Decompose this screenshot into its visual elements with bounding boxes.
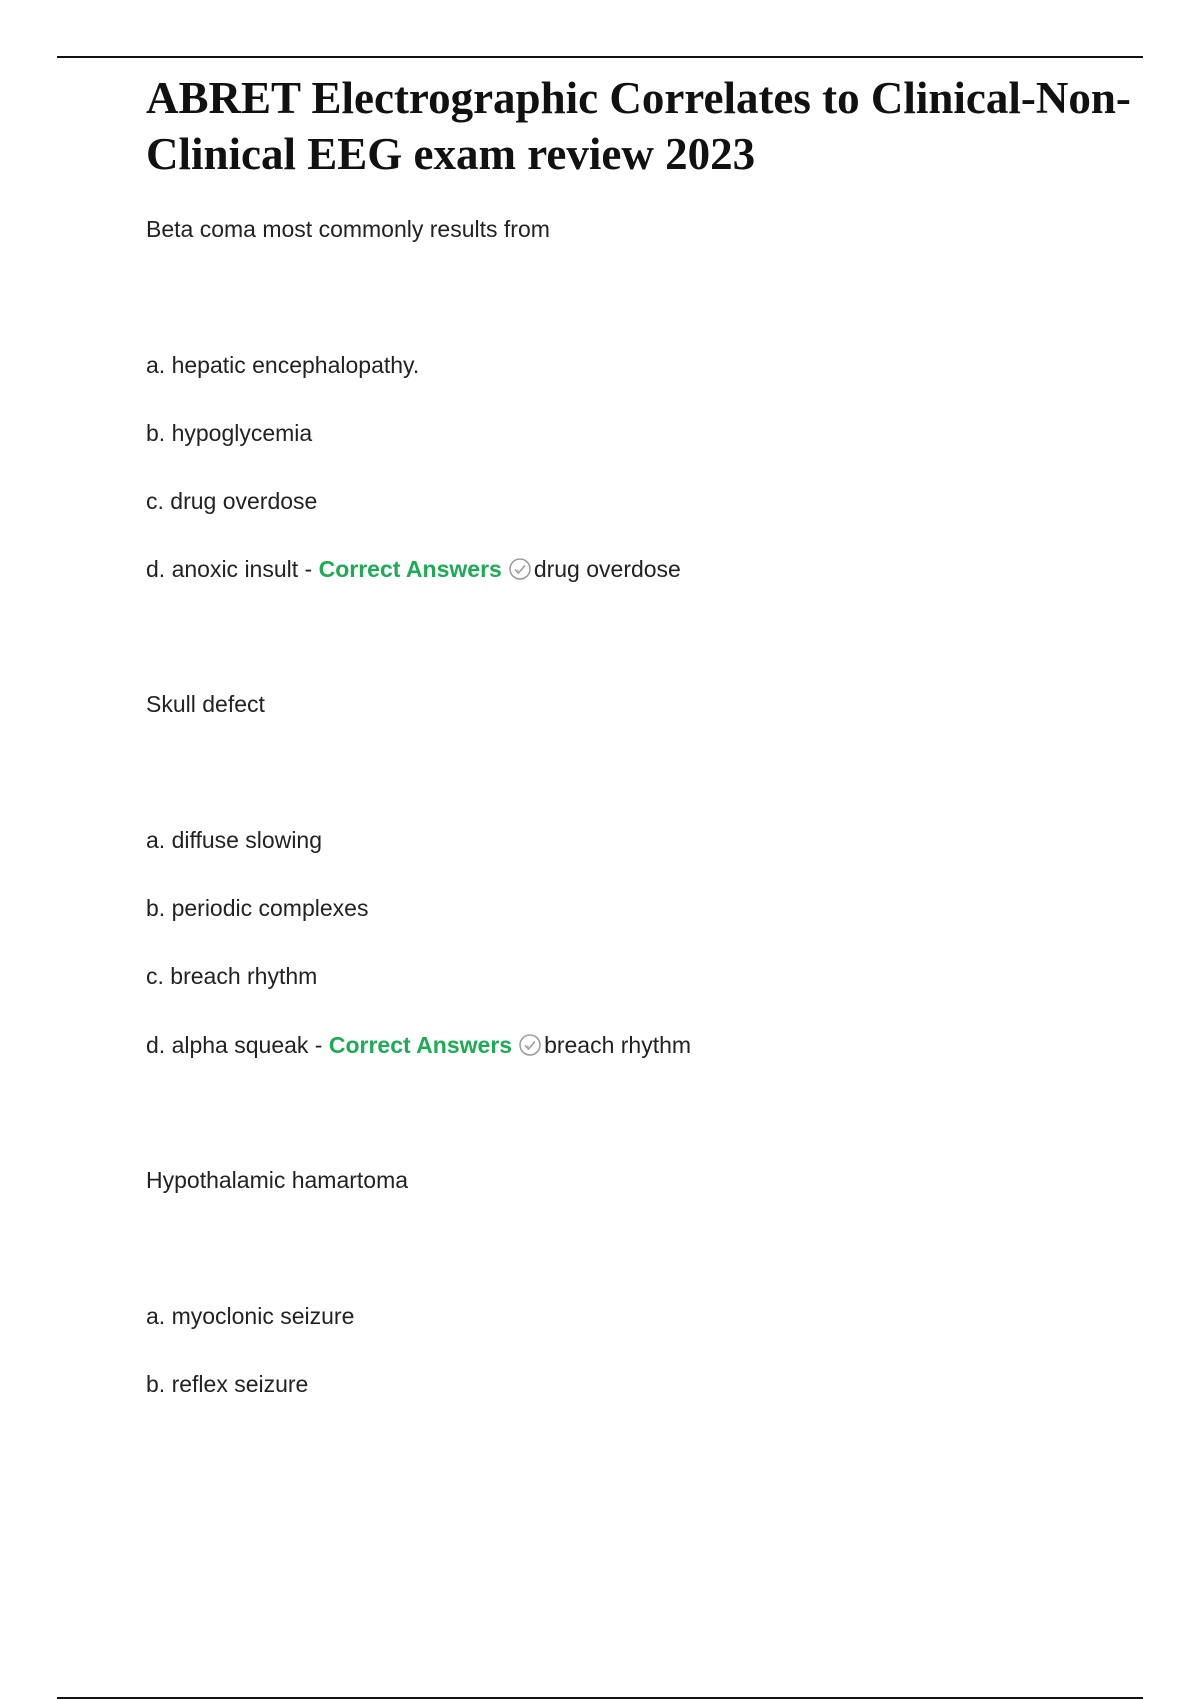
question-prompt: Skull defect <box>146 691 265 717</box>
option-d: d. anoxic insult - <box>146 556 319 582</box>
check-circle-icon <box>508 557 532 581</box>
bottom-rule <box>57 1697 1143 1699</box>
option-d-with-answer <box>146 1030 691 1060</box>
option-c: c. drug overdose <box>146 488 318 514</box>
correct-answers-label: Correct Answers <box>318 556 502 582</box>
option-c: c. breach rhythm <box>146 963 318 989</box>
document-title: ABRET Electrographic Correlates to Clinical-Non-Clinical EEG exam review 2023 <box>146 73 1131 179</box>
answer-text: breach rhythm <box>544 1032 692 1058</box>
check-circle-icon <box>518 1033 542 1057</box>
option-d-with-answer <box>146 554 681 584</box>
top-rule <box>57 56 1143 58</box>
correct-answers-label: Correct Answers <box>328 1032 513 1058</box>
option-b: b. periodic complexes <box>146 895 369 921</box>
option-b: b. reflex seizure <box>146 1371 309 1397</box>
answer-text: drug overdose <box>533 556 681 582</box>
option-a: a. diffuse slowing <box>146 827 323 853</box>
option-a: a. myoclonic seizure <box>146 1303 355 1329</box>
option-a: a. hepatic encephalopathy. <box>146 352 420 378</box>
question-prompt: Beta coma most commonly results from <box>146 216 550 242</box>
title-block <box>146 70 1146 182</box>
question-prompt: Hypothalamic hamartoma <box>146 1167 409 1193</box>
option-d: d. alpha squeak - <box>146 1032 329 1058</box>
option-b: b. hypoglycemia <box>146 420 313 446</box>
